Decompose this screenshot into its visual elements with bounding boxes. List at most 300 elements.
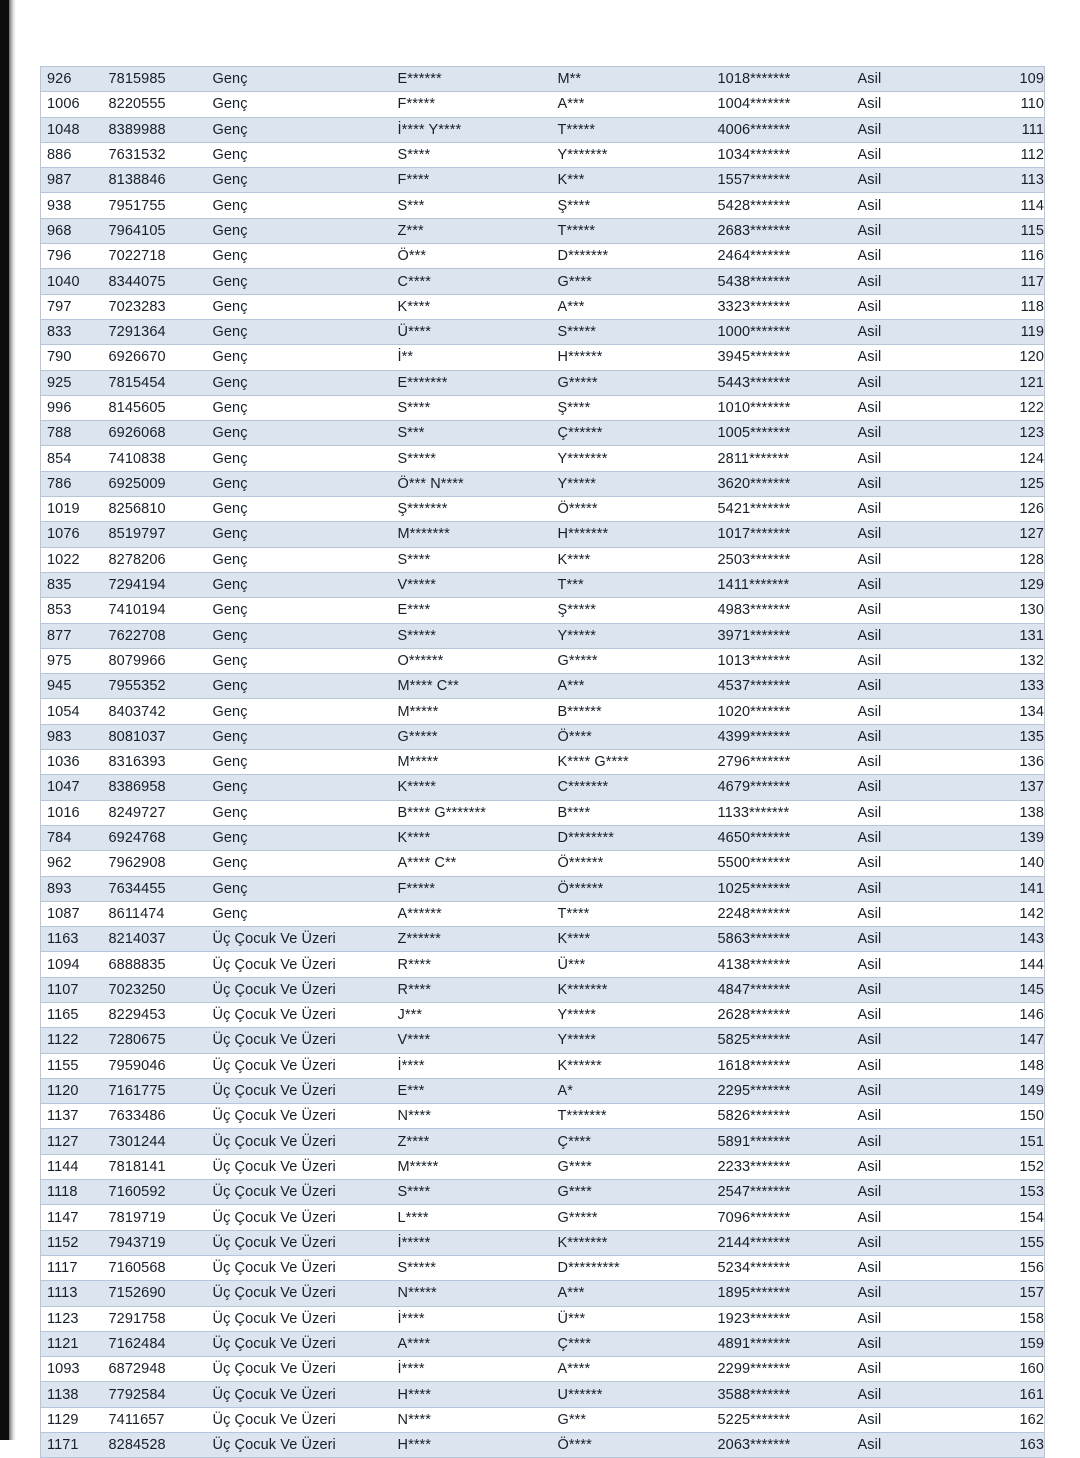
cell-name: E****** (392, 67, 552, 92)
cell-app: 6872948 (103, 1357, 207, 1382)
cell-status: Asil (852, 92, 970, 117)
cell-no: 962 (41, 851, 103, 876)
cell-id: 2248******* (712, 901, 852, 926)
cell-id: 5500******* (712, 851, 852, 876)
cell-app: 8229453 (103, 1002, 207, 1027)
cell-surname: Ç**** (552, 1331, 712, 1356)
table-row (41, 1306, 1045, 1331)
cell-surname: U****** (552, 1382, 712, 1407)
table-row (41, 142, 1045, 167)
cell-name: V**** (392, 1028, 552, 1053)
cell-id: 4891******* (712, 1331, 852, 1356)
table-row (41, 67, 1045, 92)
table-row (41, 1433, 1045, 1458)
table-row (41, 1180, 1045, 1205)
cell-cat: Genç (207, 572, 392, 597)
cell-status: Asil (852, 1154, 970, 1179)
cell-id: 4138******* (712, 952, 852, 977)
cell-id: 1034******* (712, 142, 852, 167)
table-row (41, 421, 1045, 446)
cell-surname: A*** (552, 1281, 712, 1306)
cell-cat: Üç Çocuk Ve Üzeri (207, 1078, 392, 1103)
cell-no: 1122 (41, 1028, 103, 1053)
cell-name: H**** (392, 1382, 552, 1407)
cell-no: 938 (41, 193, 103, 218)
cell-app: 7622708 (103, 623, 207, 648)
cell-app: 8138846 (103, 168, 207, 193)
cell-name: İ**** (392, 1053, 552, 1078)
cell-name: A**** (392, 1331, 552, 1356)
table-row (41, 775, 1045, 800)
table-row (41, 623, 1045, 648)
cell-no: 1113 (41, 1281, 103, 1306)
cell-cat: Üç Çocuk Ve Üzeri (207, 1433, 392, 1458)
table-row (41, 1255, 1045, 1280)
cell-no: 1155 (41, 1053, 103, 1078)
cell-id: 1618******* (712, 1053, 852, 1078)
cell-surname: Ö***** (552, 497, 712, 522)
cell-cat: Genç (207, 446, 392, 471)
cell-id: 3588******* (712, 1382, 852, 1407)
cell-app: 7160568 (103, 1255, 207, 1280)
aday-listesi-tablosu (40, 66, 1045, 1458)
cell-name: S*** (392, 421, 552, 446)
cell-status: Asil (852, 421, 970, 446)
table-row (41, 750, 1045, 775)
cell-cat: Genç (207, 522, 392, 547)
cell-cat: Genç (207, 218, 392, 243)
cell-id: 3971******* (712, 623, 852, 648)
cell-id: 2547******* (712, 1180, 852, 1205)
cell-name: O****** (392, 648, 552, 673)
table-row (41, 1104, 1045, 1129)
cell-no: 786 (41, 471, 103, 496)
cell-rank: 160 (970, 1357, 1045, 1382)
cell-no: 788 (41, 421, 103, 446)
cell-name: İ**** (392, 1357, 552, 1382)
table-row (41, 471, 1045, 496)
cell-status: Asil (852, 319, 970, 344)
cell-app: 7792584 (103, 1382, 207, 1407)
cell-app: 6924768 (103, 825, 207, 850)
cell-app: 7634455 (103, 876, 207, 901)
cell-name: İ**** (392, 1306, 552, 1331)
cell-id: 2144******* (712, 1230, 852, 1255)
cell-id: 4679******* (712, 775, 852, 800)
cell-app: 6926670 (103, 345, 207, 370)
table-row (41, 699, 1045, 724)
cell-app: 7943719 (103, 1230, 207, 1255)
cell-rank: 124 (970, 446, 1045, 471)
cell-name: M***** (392, 699, 552, 724)
table-row (41, 547, 1045, 572)
cell-name: S***** (392, 1255, 552, 1280)
cell-rank: 152 (970, 1154, 1045, 1179)
cell-cat: Genç (207, 598, 392, 623)
cell-status: Asil (852, 1028, 970, 1053)
cell-surname: G**** (552, 1180, 712, 1205)
cell-id: 7096******* (712, 1205, 852, 1230)
cell-surname: G***** (552, 648, 712, 673)
cell-name: M***** (392, 750, 552, 775)
cell-rank: 134 (970, 699, 1045, 724)
cell-no: 926 (41, 67, 103, 92)
cell-no: 1093 (41, 1357, 103, 1382)
cell-app: 7291364 (103, 319, 207, 344)
cell-no: 1076 (41, 522, 103, 547)
cell-status: Asil (852, 345, 970, 370)
cell-surname: A*** (552, 294, 712, 319)
cell-status: Asil (852, 977, 970, 1002)
cell-surname: Ç****** (552, 421, 712, 446)
cell-cat: Genç (207, 244, 392, 269)
cell-cat: Genç (207, 699, 392, 724)
cell-rank: 147 (970, 1028, 1045, 1053)
cell-id: 5421******* (712, 497, 852, 522)
cell-cat: Genç (207, 825, 392, 850)
cell-surname: Ç**** (552, 1129, 712, 1154)
cell-name: K**** (392, 825, 552, 850)
table-row (41, 1407, 1045, 1432)
table-row (41, 674, 1045, 699)
cell-cat: Üç Çocuk Ve Üzeri (207, 1053, 392, 1078)
cell-name: B**** G******* (392, 800, 552, 825)
cell-name: C**** (392, 269, 552, 294)
cell-cat: Genç (207, 724, 392, 749)
cell-app: 7301244 (103, 1129, 207, 1154)
cell-surname: A*** (552, 674, 712, 699)
cell-app: 7631532 (103, 142, 207, 167)
cell-no: 1054 (41, 699, 103, 724)
table-row (41, 800, 1045, 825)
cell-surname: Ö**** (552, 724, 712, 749)
cell-id: 5428******* (712, 193, 852, 218)
cell-no: 1129 (41, 1407, 103, 1432)
cell-no: 1006 (41, 92, 103, 117)
table-row (41, 901, 1045, 926)
cell-cat: Üç Çocuk Ve Üzeri (207, 1028, 392, 1053)
cell-cat: Genç (207, 395, 392, 420)
cell-rank: 138 (970, 800, 1045, 825)
cell-cat: Üç Çocuk Ve Üzeri (207, 1357, 392, 1382)
cell-name: G***** (392, 724, 552, 749)
cell-cat: Üç Çocuk Ve Üzeri (207, 1002, 392, 1027)
cell-cat: Genç (207, 168, 392, 193)
cell-cat: Üç Çocuk Ve Üzeri (207, 1382, 392, 1407)
cell-status: Asil (852, 244, 970, 269)
cell-status: Asil (852, 269, 970, 294)
cell-no: 854 (41, 446, 103, 471)
cell-status: Asil (852, 395, 970, 420)
cell-cat: Genç (207, 319, 392, 344)
cell-status: Asil (852, 370, 970, 395)
cell-no: 1107 (41, 977, 103, 1002)
cell-surname: Ö**** (552, 1433, 712, 1458)
cell-name: İ** (392, 345, 552, 370)
table-row (41, 193, 1045, 218)
cell-app: 8214037 (103, 927, 207, 952)
cell-app: 8389988 (103, 117, 207, 142)
cell-rank: 159 (970, 1331, 1045, 1356)
cell-name: K***** (392, 775, 552, 800)
cell-no: 796 (41, 244, 103, 269)
cell-id: 4006******* (712, 117, 852, 142)
table-row (41, 218, 1045, 243)
cell-no: 1118 (41, 1180, 103, 1205)
cell-cat: Üç Çocuk Ve Üzeri (207, 1205, 392, 1230)
cell-status: Asil (852, 1205, 970, 1230)
cell-id: 1004******* (712, 92, 852, 117)
cell-id: 1010******* (712, 395, 852, 420)
cell-app: 7815985 (103, 67, 207, 92)
cell-name: H**** (392, 1433, 552, 1458)
cell-name: F***** (392, 876, 552, 901)
cell-no: 1047 (41, 775, 103, 800)
cell-app: 7818141 (103, 1154, 207, 1179)
cell-name: M******* (392, 522, 552, 547)
cell-rank: 137 (970, 775, 1045, 800)
cell-cat: Üç Çocuk Ve Üzeri (207, 1154, 392, 1179)
cell-cat: Üç Çocuk Ve Üzeri (207, 952, 392, 977)
cell-id: 1923******* (712, 1306, 852, 1331)
cell-rank: 112 (970, 142, 1045, 167)
cell-id: 2503******* (712, 547, 852, 572)
table-row (41, 1154, 1045, 1179)
cell-cat: Genç (207, 851, 392, 876)
cell-id: 1025******* (712, 876, 852, 901)
cell-name: M***** (392, 1154, 552, 1179)
cell-no: 1144 (41, 1154, 103, 1179)
cell-name: N**** (392, 1104, 552, 1129)
cell-rank: 114 (970, 193, 1045, 218)
cell-status: Asil (852, 825, 970, 850)
cell-surname: T***** (552, 218, 712, 243)
cell-status: Asil (852, 648, 970, 673)
cell-status: Asil (852, 572, 970, 597)
table-row (41, 1230, 1045, 1255)
table-row (41, 977, 1045, 1002)
cell-surname: Y***** (552, 1002, 712, 1027)
cell-app: 8081037 (103, 724, 207, 749)
cell-status: Asil (852, 446, 970, 471)
cell-name: İ**** Y**** (392, 117, 552, 142)
cell-app: 7152690 (103, 1281, 207, 1306)
table-row (41, 1357, 1045, 1382)
cell-id: 2063******* (712, 1433, 852, 1458)
cell-cat: Üç Çocuk Ve Üzeri (207, 927, 392, 952)
cell-cat: Genç (207, 775, 392, 800)
cell-surname: T******* (552, 1104, 712, 1129)
cell-surname: B****** (552, 699, 712, 724)
cell-name: S***** (392, 623, 552, 648)
table-row (41, 952, 1045, 977)
cell-id: 5825******* (712, 1028, 852, 1053)
cell-id: 2628******* (712, 1002, 852, 1027)
cell-status: Asil (852, 901, 970, 926)
cell-status: Asil (852, 1078, 970, 1103)
cell-app: 7160592 (103, 1180, 207, 1205)
cell-surname: A*** (552, 92, 712, 117)
cell-cat: Genç (207, 750, 392, 775)
table-row (41, 1331, 1045, 1356)
cell-no: 1137 (41, 1104, 103, 1129)
table-row (41, 1382, 1045, 1407)
cell-no: 1163 (41, 927, 103, 952)
cell-no: 975 (41, 648, 103, 673)
cell-rank: 144 (970, 952, 1045, 977)
cell-app: 8344075 (103, 269, 207, 294)
cell-id: 1557******* (712, 168, 852, 193)
cell-no: 1152 (41, 1230, 103, 1255)
cell-cat: Üç Çocuk Ve Üzeri (207, 977, 392, 1002)
cell-rank: 136 (970, 750, 1045, 775)
cell-surname: D******** (552, 825, 712, 850)
cell-cat: Genç (207, 623, 392, 648)
cell-rank: 132 (970, 648, 1045, 673)
cell-id: 3323******* (712, 294, 852, 319)
cell-no: 886 (41, 142, 103, 167)
cell-cat: Üç Çocuk Ve Üzeri (207, 1255, 392, 1280)
cell-rank: 162 (970, 1407, 1045, 1432)
cell-status: Asil (852, 699, 970, 724)
cell-name: S**** (392, 1180, 552, 1205)
cell-app: 8519797 (103, 522, 207, 547)
cell-name: S**** (392, 395, 552, 420)
cell-no: 784 (41, 825, 103, 850)
cell-id: 5891******* (712, 1129, 852, 1154)
cell-status: Asil (852, 1180, 970, 1205)
cell-rank: 127 (970, 522, 1045, 547)
cell-surname: D******* (552, 244, 712, 269)
table-row (41, 319, 1045, 344)
cell-cat: Genç (207, 674, 392, 699)
cell-rank: 143 (970, 927, 1045, 952)
cell-surname: K**** (552, 927, 712, 952)
cell-rank: 154 (970, 1205, 1045, 1230)
cell-app: 7022718 (103, 244, 207, 269)
cell-surname: T*** (552, 572, 712, 597)
cell-no: 1040 (41, 269, 103, 294)
table-row (41, 876, 1045, 901)
cell-cat: Üç Çocuk Ve Üzeri (207, 1306, 392, 1331)
cell-no: 1120 (41, 1078, 103, 1103)
cell-rank: 110 (970, 92, 1045, 117)
cell-name: R**** (392, 952, 552, 977)
cell-rank: 157 (970, 1281, 1045, 1306)
cell-rank: 120 (970, 345, 1045, 370)
cell-id: 5225******* (712, 1407, 852, 1432)
cell-name: N***** (392, 1281, 552, 1306)
cell-cat: Üç Çocuk Ve Üzeri (207, 1331, 392, 1356)
cell-no: 996 (41, 395, 103, 420)
cell-status: Asil (852, 598, 970, 623)
cell-surname: K******* (552, 1230, 712, 1255)
table-row (41, 117, 1045, 142)
cell-surname: C******* (552, 775, 712, 800)
cell-surname: D********* (552, 1255, 712, 1280)
cell-cat: Üç Çocuk Ve Üzeri (207, 1104, 392, 1129)
cell-app: 7023283 (103, 294, 207, 319)
cell-id: 4537******* (712, 674, 852, 699)
cell-name: L**** (392, 1205, 552, 1230)
cell-surname: S***** (552, 319, 712, 344)
cell-name: F***** (392, 92, 552, 117)
cell-name: M**** C** (392, 674, 552, 699)
cell-name: Z****** (392, 927, 552, 952)
cell-name: V***** (392, 572, 552, 597)
cell-status: Asil (852, 1306, 970, 1331)
cell-surname: K**** (552, 547, 712, 572)
cell-status: Asil (852, 851, 970, 876)
cell-rank: 111 (970, 117, 1045, 142)
cell-status: Asil (852, 1281, 970, 1306)
cell-surname: A**** (552, 1357, 712, 1382)
cell-cat: Genç (207, 876, 392, 901)
cell-cat: Genç (207, 193, 392, 218)
cell-cat: Üç Çocuk Ve Üzeri (207, 1407, 392, 1432)
cell-id: 3620******* (712, 471, 852, 496)
cell-name: N**** (392, 1407, 552, 1432)
cell-cat: Genç (207, 471, 392, 496)
table-row (41, 851, 1045, 876)
cell-app: 8284528 (103, 1433, 207, 1458)
table-row (41, 825, 1045, 850)
cell-cat: Genç (207, 370, 392, 395)
cell-status: Asil (852, 1230, 970, 1255)
cell-name: Ö*** N**** (392, 471, 552, 496)
cell-app: 8403742 (103, 699, 207, 724)
cell-surname: Ü*** (552, 952, 712, 977)
cell-app: 7959046 (103, 1053, 207, 1078)
cell-app: 7162484 (103, 1331, 207, 1356)
cell-no: 925 (41, 370, 103, 395)
cell-no: 1138 (41, 1382, 103, 1407)
cell-id: 1017******* (712, 522, 852, 547)
cell-id: 1005******* (712, 421, 852, 446)
cell-rank: 153 (970, 1180, 1045, 1205)
table-row (41, 92, 1045, 117)
table-row (41, 168, 1045, 193)
table-container (40, 66, 1044, 1458)
cell-status: Asil (852, 952, 970, 977)
cell-cat: Genç (207, 117, 392, 142)
cell-surname: K**** G**** (552, 750, 712, 775)
cell-rank: 139 (970, 825, 1045, 850)
table-row (41, 1078, 1045, 1103)
cell-surname: Y***** (552, 623, 712, 648)
cell-id: 4983******* (712, 598, 852, 623)
cell-surname: T**** (552, 901, 712, 926)
cell-status: Asil (852, 142, 970, 167)
cell-app: 7819719 (103, 1205, 207, 1230)
cell-surname: G**** (552, 1154, 712, 1179)
cell-cat: Genç (207, 421, 392, 446)
cell-id: 1411******* (712, 572, 852, 597)
cell-no: 1123 (41, 1306, 103, 1331)
cell-status: Asil (852, 927, 970, 952)
cell-name: Ö*** (392, 244, 552, 269)
table-row (41, 244, 1045, 269)
cell-rank: 115 (970, 218, 1045, 243)
cell-no: 877 (41, 623, 103, 648)
cell-rank: 116 (970, 244, 1045, 269)
cell-rank: 163 (970, 1433, 1045, 1458)
cell-cat: Genç (207, 142, 392, 167)
cell-app: 7280675 (103, 1028, 207, 1053)
cell-name: R**** (392, 977, 552, 1002)
cell-rank: 148 (970, 1053, 1045, 1078)
cell-name: E**** (392, 598, 552, 623)
